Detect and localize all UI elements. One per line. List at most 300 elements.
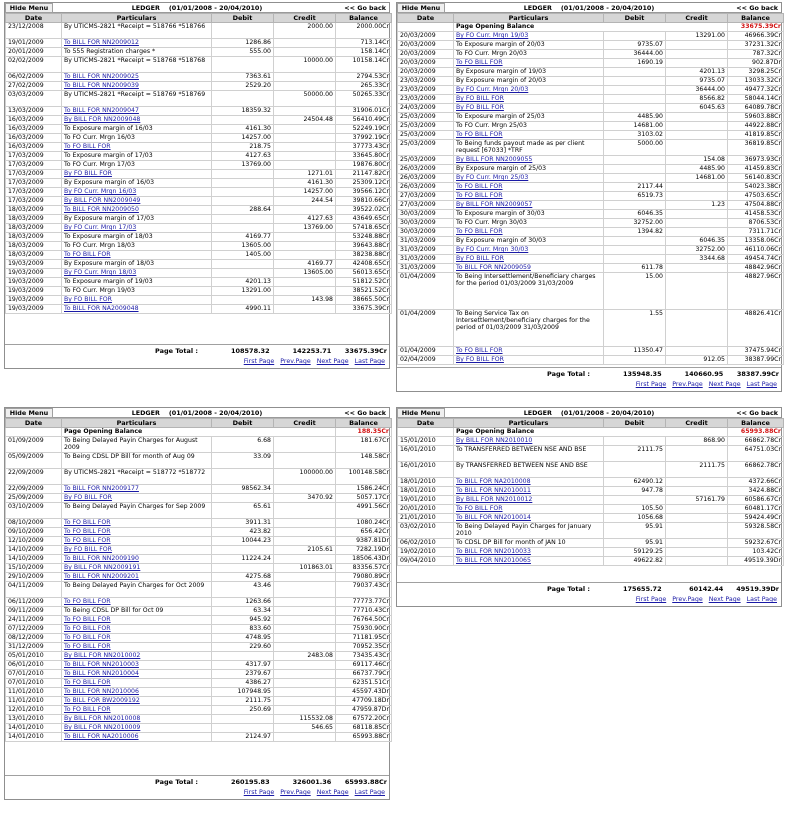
row-particulars[interactable] [454,347,604,356]
row-debit [604,77,666,86]
row-balance: 71181.95Cr [336,634,392,643]
row-particulars[interactable] [454,557,604,566]
next-page-link[interactable]: Next Page [708,381,741,388]
row-credit: 3344.68 [666,255,728,264]
ledger-header-bar [397,408,781,418]
row-particulars-link[interactable]: To FO BILL FOR [64,519,111,526]
row-particulars[interactable] [454,514,604,523]
row-particulars-link[interactable]: To FO BILL FOR [64,251,111,258]
ledger-table [397,418,784,566]
row-balance: 66737.79Cr [336,670,392,679]
row-particulars-link[interactable]: By BILL FOR NN2009049 [64,197,141,204]
row-particulars-link[interactable]: By BILL FOR NN2010009 [64,724,141,731]
row-particulars: To CDSL DP Bill for month of JAN 10 [454,539,604,548]
row-date: 08/12/2009 [6,634,62,643]
ledger-header-bar [5,408,389,418]
row-particulars[interactable] [454,192,604,201]
table-row [6,23,392,39]
next-page-link[interactable]: Next Page [708,596,741,603]
row-debit [604,437,666,446]
row-particulars[interactable] [454,264,604,273]
row-particulars-link[interactable]: To FO BILL FOR [456,131,503,138]
row-particulars[interactable] [454,104,604,113]
row-particulars-link[interactable]: By FO Curr. Mrgn 16/03 [64,188,137,195]
row-credit [274,634,336,643]
row-particulars[interactable] [454,86,604,95]
row-particulars-link[interactable]: To FO BILL FOR [64,643,111,650]
column-header-balance: Balance [728,14,784,23]
row-debit: 95.91 [604,523,666,539]
row-date: 23/12/2008 [6,23,62,39]
row-credit [274,733,336,742]
go-back-link[interactable]: << Go back [736,3,778,12]
row-particulars-link[interactable]: By FO BILL FOR [456,356,504,363]
opening-date-cell [398,23,454,32]
row-particulars-link[interactable]: By BILL FOR NN2009048 [64,116,141,123]
row-particulars[interactable] [62,715,212,724]
row-particulars[interactable] [62,296,212,305]
row-particulars[interactable] [62,625,212,634]
table-row [6,170,392,179]
row-particulars[interactable] [62,39,212,48]
row-credit: 868.90 [666,437,728,446]
row-date: 14/01/2010 [6,724,62,733]
row-particulars-link[interactable]: To FO BILL FOR [456,228,503,235]
row-credit [274,528,336,537]
row-debit: 36444.00 [604,50,666,59]
first-page-link[interactable]: First Page [635,596,667,603]
row-date: 17/03/2009 [6,152,62,161]
row-particulars[interactable] [62,643,212,652]
row-credit [666,140,728,156]
row-credit [274,233,336,242]
row-credit [274,706,336,715]
row-debit: 43.46 [212,582,274,598]
row-particulars[interactable] [454,156,604,165]
table-row [398,310,784,347]
row-particulars-link[interactable]: To FO BILL FOR [456,183,503,190]
row-debit: 3103.02 [604,131,666,140]
row-particulars-link[interactable]: To FO BILL FOR [64,625,111,632]
row-particulars-link[interactable]: By FO Curr. Mrgn 19/03 [456,32,529,39]
row-particulars-link[interactable]: To BILL FOR BW2009192 [64,697,140,704]
next-page-link[interactable]: Next Page [316,789,349,796]
row-particulars[interactable] [454,95,604,104]
row-particulars-link[interactable]: To BILL FOR NA2010006 [64,733,139,740]
next-page-link[interactable]: Next Page [316,358,349,365]
table-row [398,478,784,487]
row-particulars: To Being Delayed Payin Charges for Sep 2009 [62,503,212,519]
table-row [398,356,784,365]
row-credit: 10000.00 [274,57,336,73]
row-particulars[interactable] [62,679,212,688]
row-date: 19/01/2010 [398,496,454,505]
row-particulars[interactable] [454,183,604,192]
row-particulars[interactable] [62,616,212,625]
row-particulars[interactable] [62,519,212,528]
row-particulars[interactable] [454,246,604,255]
row-particulars[interactable] [62,724,212,733]
row-balance: 21147.82Cr [336,170,392,179]
row-date: 18/03/2009 [6,233,62,242]
row-balance: 76764.50Cr [336,616,392,625]
row-date: 19/03/2009 [6,278,62,287]
row-debit [604,86,666,95]
row-particulars: To Exposure margin of 20/03 [454,41,604,50]
opening-date-cell [398,428,454,437]
row-date: 18/03/2009 [6,242,62,251]
row-particulars-link[interactable]: By BILL FOR NN2010002 [64,652,141,659]
row-debit [604,68,666,77]
row-balance: 5057.17Cr [336,494,392,503]
first-page-link[interactable]: First Page [635,381,667,388]
row-debit [212,188,274,197]
row-particulars[interactable] [62,188,212,197]
row-particulars[interactable] [62,537,212,546]
row-particulars-link[interactable]: To BILL FOR NN2010011 [456,487,531,494]
row-debit [212,116,274,125]
hide-menu-button[interactable]: Hide Menu [397,3,445,13]
row-particulars: By UTICMS-2821 *Receipt = 518772 *518772 [62,469,212,485]
row-debit [212,715,274,724]
row-particulars[interactable] [62,107,212,116]
row-credit [274,73,336,82]
row-particulars[interactable] [454,174,604,183]
go-back-link[interactable]: << Go back [736,408,778,417]
row-particulars[interactable] [454,32,604,41]
row-credit [666,487,728,496]
row-particulars[interactable] [454,131,604,140]
row-particulars[interactable] [62,528,212,537]
row-particulars[interactable] [62,573,212,582]
row-particulars[interactable] [62,733,212,742]
page-total-row [397,368,781,380]
row-particulars-link[interactable]: By FO BILL FOR [64,546,112,553]
row-particulars-link[interactable]: To BILL FOR NN2009039 [64,82,139,89]
row-particulars[interactable] [454,505,604,514]
row-credit [274,537,336,546]
table-row [6,260,392,269]
row-date: 12/10/2009 [6,537,62,546]
row-date: 16/03/2009 [6,125,62,134]
row-particulars[interactable] [62,197,212,206]
row-particulars-link[interactable]: By FO BILL FOR [456,255,504,262]
row-particulars-link[interactable]: To FO BILL FOR [456,347,503,354]
row-balance: 37231.32Cr [728,41,784,50]
row-particulars-link[interactable]: By BILL FOR NN2010010 [456,437,533,444]
row-particulars[interactable] [62,305,212,314]
row-date: 07/01/2010 [6,670,62,679]
row-credit: 4169.77 [274,260,336,269]
row-date: 01/04/2009 [398,347,454,356]
row-debit [212,224,274,233]
table-row [6,494,392,503]
row-particulars[interactable] [62,116,212,125]
table-row [6,537,392,546]
row-particulars[interactable] [454,496,604,505]
row-credit [274,453,336,469]
row-particulars-link[interactable]: To BILL FOR NN2009025 [64,73,139,80]
row-particulars-link[interactable]: To FO BILL FOR [456,192,503,199]
row-particulars[interactable] [62,82,212,91]
hide-menu-button[interactable]: Hide Menu [5,408,53,418]
row-debit: 2111.75 [212,697,274,706]
row-particulars-link[interactable]: To BILL FOR NN2010033 [456,548,531,555]
row-particulars-link[interactable]: To FO BILL FOR [456,505,503,512]
table-row [398,174,784,183]
row-debit: 95.91 [604,539,666,548]
row-debit [212,170,274,179]
row-particulars[interactable] [454,59,604,68]
row-particulars[interactable] [62,688,212,697]
row-particulars-link[interactable]: By BILL FOR NN2009057 [456,201,533,208]
row-particulars-link[interactable]: To FO BILL FOR [64,528,111,535]
row-particulars-link[interactable]: To BILL FOR NN2009012 [64,39,139,46]
row-particulars[interactable] [62,652,212,661]
prev-page-link[interactable]: Prev.Page [672,381,703,388]
row-date: 17/03/2009 [6,179,62,188]
row-particulars[interactable] [454,356,604,365]
row-credit: 13291.00 [666,32,728,41]
row-particulars[interactable] [62,170,212,179]
row-particulars[interactable] [454,548,604,557]
first-page-link[interactable]: First Page [243,789,275,796]
row-debit [212,296,274,305]
table-row [6,143,392,152]
row-balance: 3298.25Cr [728,68,784,77]
row-particulars[interactable] [62,251,212,260]
hide-menu-button[interactable]: Hide Menu [397,408,445,418]
row-particulars[interactable] [62,546,212,555]
row-particulars-link[interactable]: To BILL FOR NN2010003 [64,661,139,668]
row-date: 30/03/2009 [398,228,454,237]
row-particulars-link[interactable]: By FO Curr. Mrgn 25/03 [456,174,529,181]
row-balance: 13033.32Cr [728,77,784,86]
row-balance: 37992.19Cr [336,134,392,143]
table-row [6,485,392,494]
row-particulars-link[interactable]: To BILL FOR NN2009047 [64,107,139,114]
row-date: 31/03/2009 [398,255,454,264]
row-particulars-link[interactable]: To FO BILL FOR [64,598,111,605]
row-particulars-link[interactable]: To BILL FOR NN2009190 [64,555,139,562]
row-particulars-link[interactable]: By FO Curr. Mrgn 18/03 [64,269,137,276]
row-particulars-link[interactable]: To BILL FOR NA2009048 [64,305,139,312]
row-credit [666,539,728,548]
page-total-debit: 108578.32 [230,347,270,355]
table-row [398,140,784,156]
row-debit: 1394.82 [604,228,666,237]
row-credit: 1271.01 [274,170,336,179]
row-particulars[interactable] [62,634,212,643]
row-date: 18/01/2010 [398,487,454,496]
row-particulars: By Exposure margin of 25/03 [454,165,604,174]
row-particulars: By Exposure margin of 17/03 [62,215,212,224]
table-row [398,273,784,310]
row-balance: 48826.41Cr [728,310,784,347]
row-balance: 60586.67Cr [728,496,784,505]
row-credit [666,557,728,566]
hide-menu-button[interactable]: Hide Menu [5,3,53,13]
row-date: 29/10/2009 [6,573,62,582]
row-debit: 13769.00 [212,161,274,170]
first-page-link[interactable]: First Page [243,358,275,365]
row-particulars[interactable] [62,73,212,82]
row-particulars: To Being CDSL DP Bill for month of Aug 09 [62,453,212,469]
pagination [636,596,777,603]
row-date: 26/03/2009 [398,165,454,174]
row-particulars-link[interactable]: To BILL FOR NN2010006 [64,688,139,695]
row-particulars: By TRANSFERRED BETWEEN NSE AND BSE [454,462,604,478]
row-credit [666,264,728,273]
last-page-link[interactable]: Last Page [354,789,385,796]
row-particulars-link[interactable]: To FO BILL FOR [64,634,111,641]
row-credit [666,183,728,192]
row-particulars: To Exposure margin of 19/03 [62,278,212,287]
table-row [398,539,784,548]
row-balance: 38665.50Cr [336,296,392,305]
row-credit: 912.05 [666,356,728,365]
prev-page-link[interactable]: Prev.Page [672,596,703,603]
row-date: 25/09/2009 [6,494,62,503]
row-balance: 713.14Cr [336,39,392,48]
row-particulars-link[interactable]: To BILL FOR NA2010008 [456,478,531,485]
row-particulars-link[interactable]: By BILL FOR NN2009191 [64,564,141,571]
row-particulars-link[interactable]: To BILL FOR NN2009177 [64,485,139,492]
row-balance: 49519.39Dr [728,557,784,566]
row-debit: 5000.00 [604,140,666,156]
row-particulars: To Being Delayed Payin Charges for Oct 2009 [62,582,212,598]
row-particulars-link[interactable]: By FO Curr. Mrgn 17/03 [64,224,137,231]
row-balance: 4991.56Cr [336,503,392,519]
row-particulars-link[interactable]: By FO Curr. Mrgn 30/03 [456,246,529,253]
row-debit: 105.50 [604,505,666,514]
row-particulars[interactable] [62,206,212,215]
row-balance: 64089.78Cr [728,104,784,113]
row-particulars[interactable] [62,564,212,573]
row-particulars-link[interactable]: To BILL FOR NN2009201 [64,573,139,580]
row-balance: 100148.58Cr [336,469,392,485]
go-back-link[interactable]: << Go back [344,408,386,417]
row-particulars-link[interactable]: To BILL FOR NN2010065 [456,557,531,564]
table-row [6,206,392,215]
row-date: 01/04/2009 [398,310,454,347]
row-particulars[interactable] [62,697,212,706]
row-particulars[interactable] [62,706,212,715]
table-row [6,197,392,206]
row-particulars-link[interactable]: To FO BILL FOR [64,679,111,686]
opening-balance-value: 65993.88Cr [728,428,784,437]
table-row [6,503,392,519]
row-particulars[interactable] [62,598,212,607]
row-particulars-link[interactable]: To BILL FOR NN2009059 [456,264,531,271]
go-back-link[interactable]: << Go back [344,3,386,12]
row-particulars[interactable] [62,494,212,503]
last-page-link[interactable]: Last Page [746,596,777,603]
row-debit: 4748.95 [212,634,274,643]
prev-page-link[interactable]: Prev.Page [280,358,311,365]
column-header-debit: Debit [212,419,274,428]
last-page-link[interactable]: Last Page [354,358,385,365]
row-particulars-link[interactable]: By BILL FOR NN2010008 [64,715,141,722]
row-particulars-link[interactable]: To BILL FOR NN2009050 [64,206,139,213]
row-particulars-link[interactable]: To FO BILL FOR [64,706,111,713]
row-date: 18/03/2009 [6,224,62,233]
row-particulars[interactable] [62,670,212,679]
row-debit: 1286.86 [212,39,274,48]
table-row [6,116,392,125]
row-particulars-link[interactable]: To FO BILL FOR [64,616,111,623]
row-balance: 50265.33Cr [336,91,392,107]
row-particulars[interactable] [62,143,212,152]
row-credit [666,310,728,347]
row-particulars-link[interactable]: By FO BILL FOR [64,494,112,501]
row-balance: 656.42Cr [336,528,392,537]
row-date: 02/04/2009 [398,356,454,365]
row-particulars: By Exposure margin of 30/03 [454,237,604,246]
row-particulars[interactable] [454,487,604,496]
row-debit: 4161.30 [212,125,274,134]
row-date: 09/10/2009 [6,528,62,537]
row-particulars-link[interactable]: By FO BILL FOR [64,296,112,303]
row-particulars[interactable] [454,255,604,264]
table-row [6,91,392,107]
row-particulars-link[interactable]: By FO BILL FOR [64,170,112,177]
row-date: 02/02/2009 [6,57,62,73]
row-credit [666,347,728,356]
row-balance: 181.67Cr [336,437,392,453]
row-date: 27/02/2009 [6,82,62,91]
row-particulars[interactable] [454,437,604,446]
row-particulars-link[interactable]: By FO Curr. Mrgn 20/03 [456,86,529,93]
row-particulars[interactable] [454,228,604,237]
row-particulars[interactable] [454,478,604,487]
row-particulars[interactable] [62,224,212,233]
row-balance: 103.42Cr [728,548,784,557]
row-balance: 787.32Cr [728,50,784,59]
row-balance: 158.14Cr [336,48,392,57]
row-credit [274,519,336,528]
row-particulars[interactable] [62,269,212,278]
row-particulars-link[interactable]: To BILL FOR NN2010004 [64,670,139,677]
row-debit [604,174,666,183]
row-debit: 6519.73 [604,192,666,201]
row-particulars-link[interactable]: By BILL FOR NN2009055 [456,156,533,163]
column-header-date: Date [398,14,454,23]
prev-page-link[interactable]: Prev.Page [280,789,311,796]
row-particulars[interactable] [62,661,212,670]
row-date: 25/03/2009 [398,122,454,131]
row-credit [274,242,336,251]
row-particulars-link[interactable]: To FO BILL FOR [64,537,111,544]
row-particulars[interactable] [62,485,212,494]
row-particulars-link[interactable]: To FO BILL FOR [64,143,111,150]
table-row [398,246,784,255]
row-particulars: To 555 Registration charges * [62,48,212,57]
ledger-panel-3 [4,407,390,800]
page-total-credit: 60142.44 [689,585,724,593]
row-particulars[interactable] [62,555,212,564]
row-balance: 31906.01Cr [336,107,392,116]
row-particulars-link[interactable]: By FO BILL FOR [456,95,504,102]
row-credit: 6046.35 [666,237,728,246]
row-particulars-link[interactable]: By BILL FOR NN2010012 [456,496,533,503]
row-particulars-link[interactable]: By FO BILL FOR [456,104,504,111]
row-date: 06/11/2009 [6,598,62,607]
row-particulars-link[interactable]: To FO BILL FOR [456,59,503,66]
row-particulars-link[interactable]: To BILL FOR NN2010014 [456,514,531,521]
row-particulars[interactable] [454,201,604,210]
last-page-link[interactable]: Last Page [746,381,777,388]
